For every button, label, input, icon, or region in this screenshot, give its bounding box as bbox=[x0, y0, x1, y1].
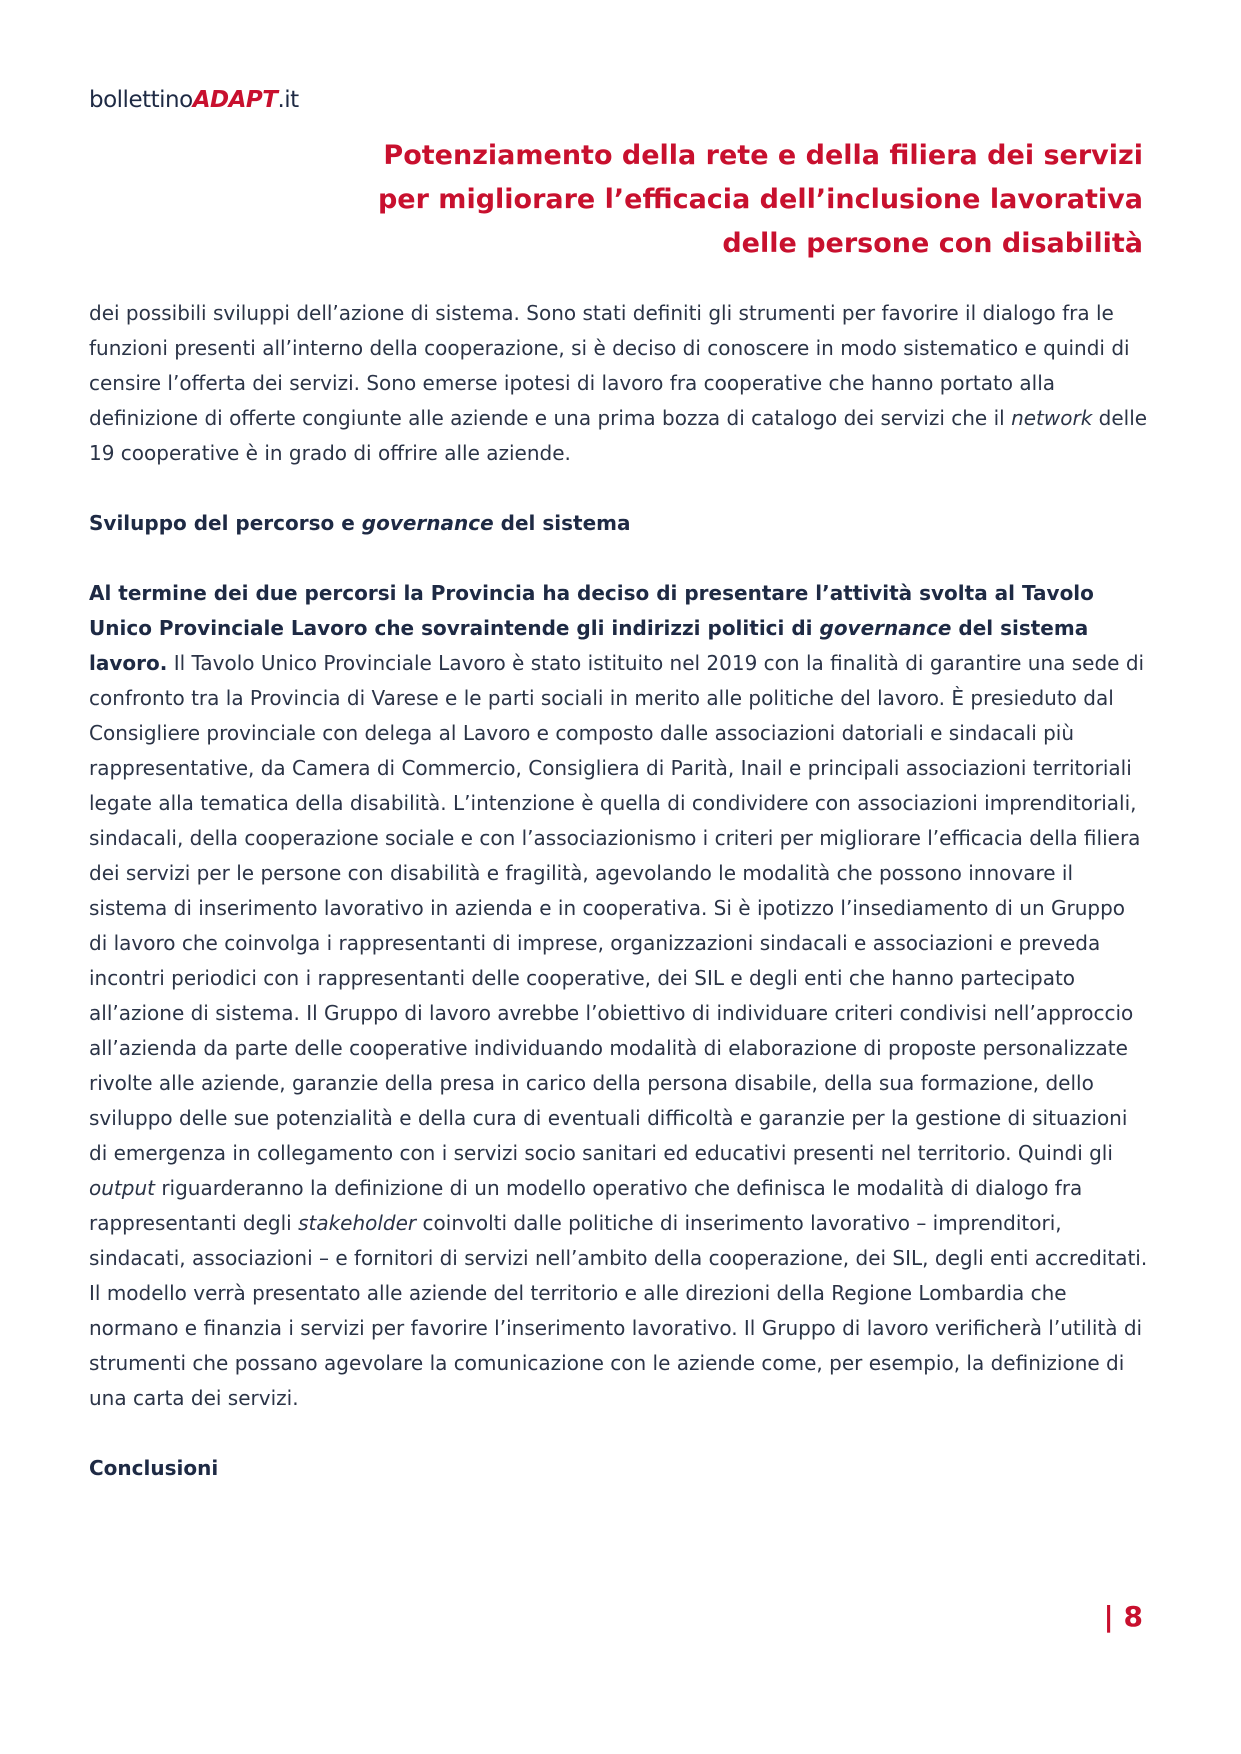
title-line-2: per migliorare l’efficacia dell’inclusione lavorativa bbox=[377, 184, 1143, 215]
article-title bbox=[243, 134, 1143, 266]
page-number: | 8 bbox=[1103, 1600, 1143, 1633]
italic-network: network bbox=[1011, 406, 1093, 430]
article-body bbox=[89, 296, 1149, 1486]
section-heading-sviluppo: Sviluppo del percorso e governance del sistema bbox=[89, 511, 631, 535]
title-line-1: Potenziamento della rete e della filiera dei servizi bbox=[383, 140, 1143, 171]
paragraph-intro: dei possibili sviluppi dell’azione di sistema. Sono stati definiti gli strumenti per favorire il dialogo fra le funzioni presenti all’interno della cooperazione, si è deciso di conoscere in modo sistematico e quindi di censire l’offerta dei servizi. Sono emerse ipotesi di lavoro fra cooperative che hanno portato alla definizione di offerte congiunte alle aziende e una prima bozza di catalogo dei servizi che il network delle 19 cooperative è in grado di offrire alle aziende. bbox=[89, 301, 1148, 465]
italic-stakeholder: stakeholder bbox=[298, 1211, 417, 1235]
logo-text-bollettino: bollettino bbox=[89, 87, 193, 113]
lead-bold-text: Al termine dei due percorsi la Provincia ha deciso di presentare l’attività svolta al Tavolo Unico Provinciale Lavoro che sovraintende gli indirizzi politici di governance del sistema lavoro. bbox=[89, 581, 1094, 675]
bollettino-adapt-logo bbox=[89, 84, 299, 116]
title-line-3: delle persone con disabilità bbox=[722, 228, 1143, 259]
logo-text-adapt: ADAPT bbox=[192, 87, 278, 113]
paragraph-tavolo: Al termine dei due percorsi la Provincia ha deciso di presentare l’attività svolta al Tavolo Unico Provinciale Lavoro che sovraintende gli indirizzi politici di governance del sistema lavoro. Il Tavolo Unico Provinciale Lavoro è stato istituito nel 2019 con la finalità di garantire una sede di confronto tra la Provincia di Varese e le parti sociali in merito alle politiche del lavoro. È presieduto dal Consigliere provinciale con delega al Lavoro e composto dalle associazioni datoriali e sindacali più rappresentative, da Camera di Commercio, Consigliera di Parità, Inail e principali associazioni territoriali legate alla tematica della disabilità. L’intenzione è quella di condividere con associazioni imprenditoriali, sindacali, della cooperazione sociale e con l’associazionismo i criteri per migliorare l’efficacia della filiera dei servizi per le persone con disabilità e fragilità, agevolando le modalità che possono innovare il sistema di inserimento lavorativo in azienda e in cooperativa. Si è ipotizzo l’insediamento di un Gruppo di lavoro che coinvolga i rappresentanti di imprese, organizzazioni sindacali e associazioni e preveda incontri periodici con i rappresentanti delle cooperative, dei SIL e degli enti che hanno partecipato all’azione di sistema. Il Gruppo di lavoro avrebbe l’obiettivo di individuare criteri condivisi nell’approccio all’azienda da parte delle cooperative individuando modalità di elaborazione di proposte personalizzate rivolte alle aziende, garanzie della presa in carico della persona disabile, della sua formazione, dello sviluppo delle sue potenzialità e della cura di eventuali difficoltà e garanzie per la gestione di situazioni di emergenza in collegamento con i servizi socio sanitari ed educativi presenti nel territorio. Quindi gli output riguarderanno la definizione di un modello operativo che definisca le modalità di dialogo fra rappresentanti degli stakeholder coinvolti dalle politiche di inserimento lavorativo – imprenditori, sindacati, associazioni – e fornitori di servizi nell’ambito della cooperazione, dei SIL, degli enti accreditati. Il modello verrà presentato alle aziende del territorio e alle direzioni della Regione Lombardia che normano e finanzia i servizi per favorire l’inserimento lavorativo. Il Gruppo di lavoro verificherà l’utilità di strumenti che possano agevolare la comunicazione con le aziende come, per esempio, la definizione di una carta dei servizi. bbox=[89, 581, 1148, 1410]
section-heading-conclusioni: Conclusioni bbox=[89, 1456, 219, 1480]
logo-text-it: .it bbox=[277, 87, 299, 113]
italic-output: output bbox=[89, 1176, 155, 1200]
